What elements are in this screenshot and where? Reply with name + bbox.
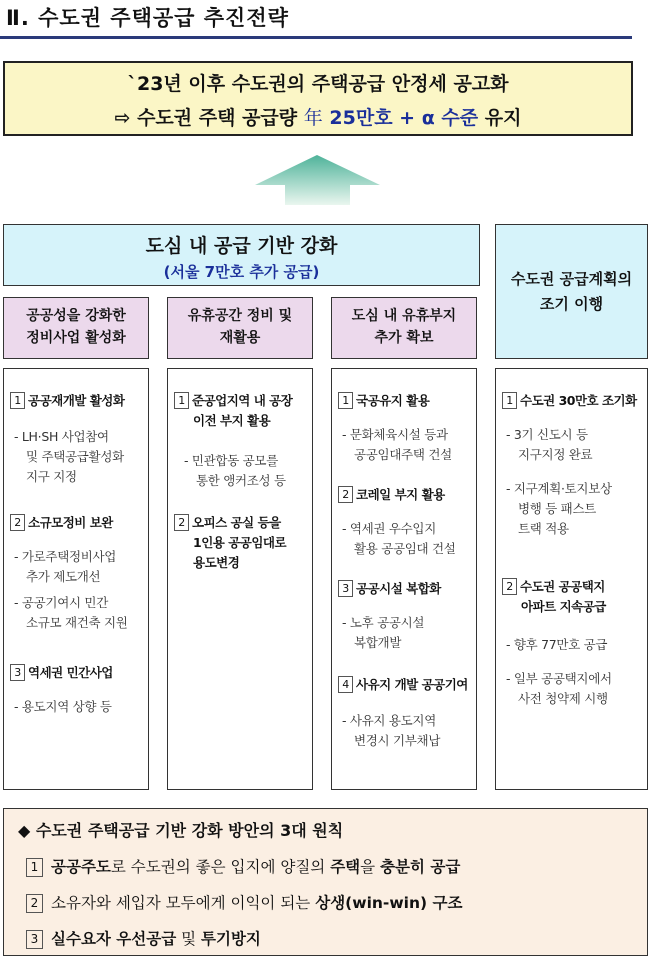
desc-line: - 일부 공공택지에서 [506, 671, 612, 686]
principles-title: ◆ 수도권 주택공급 기반 강화 방안의 3대 원칙 [18, 821, 344, 840]
item-title-text: 국공유지 활용 [356, 393, 430, 408]
item-title [338, 391, 472, 411]
goal-line-2 [5, 103, 631, 130]
item-desc [342, 613, 472, 653]
desc-line: 및 주택공급활성화 [26, 449, 124, 464]
desc-line: - 공공기여시 민간 [14, 595, 108, 610]
goal-line-2-prefix: ⇨ 수도권 주택 공급량 [114, 107, 298, 129]
desc-line: 변경시 기부채납 [354, 733, 441, 748]
desc-line: 추가 제도개선 [26, 569, 101, 584]
main-strategy-title: 도심 내 공급 기반 강화 [145, 235, 338, 257]
desc-line: - 지구계획·토지보상 [506, 481, 612, 496]
item-title-text: 오피스 공실 등을 [192, 515, 281, 530]
item-title-text: 사유지 개발 공공기여 [356, 677, 468, 692]
item-number: 2 [174, 514, 189, 531]
desc-line: 사전 청약제 시행 [518, 691, 608, 706]
principle-number: 1 [26, 858, 43, 877]
item-title [174, 513, 308, 573]
item-title [502, 577, 643, 617]
desc-line: - 문화체육시설 등과 [342, 427, 448, 442]
desc-line: - 향후 77만호 공급 [506, 637, 608, 652]
desc-line: - 노후 공공시설 [342, 615, 425, 630]
item-number: 1 [174, 392, 189, 409]
principle-text: 소유자와 세입자 모두에게 이익이 되는 [51, 894, 316, 912]
desc-line: 지구지정 완료 [518, 447, 593, 462]
column-idle-space [167, 368, 313, 790]
main-strategy-subtitle: (서울 7만호 추가 공급) [163, 263, 320, 281]
item-title [174, 391, 308, 431]
subheader-line: 공공성을 강화한 [26, 308, 126, 325]
page-title: Ⅱ. 수도권 주택공급 추진전략 [6, 6, 289, 30]
item-title-text: 수도권 공공택지 [520, 579, 605, 594]
goal-box [3, 61, 633, 136]
item-title [10, 663, 144, 683]
principles-box [3, 808, 648, 956]
principle-1 [26, 855, 460, 877]
item-desc [14, 547, 144, 633]
item-desc [506, 635, 643, 709]
item-number: 3 [338, 580, 353, 597]
desc-line: 활용 공공임대 건설 [354, 541, 456, 556]
principle-3 [26, 927, 261, 949]
desc-line: - LH·SH 사업참여 [14, 429, 109, 444]
item-desc [342, 425, 472, 465]
item-number: 2 [502, 578, 517, 595]
item-title [338, 485, 472, 505]
desc-line: - 역세권 우수입지 [342, 521, 436, 536]
title-divider [0, 36, 632, 39]
item-title [338, 579, 472, 599]
principle-text: 상생(win-win) 구조 [315, 894, 463, 912]
item-title-text: 수도권 30만호 조기화 [520, 393, 637, 408]
subheader-line: 도심 내 유휴부지 [351, 308, 457, 325]
subheader-redevelopment [3, 297, 149, 359]
item-title-text: 공공시설 복합화 [356, 581, 441, 596]
principle-2 [26, 891, 462, 913]
item-number: 1 [502, 392, 517, 409]
item-number: 4 [338, 676, 353, 693]
goal-value: 25만호 + α 수준 [329, 107, 479, 129]
item-desc [14, 427, 144, 487]
item-title-text: 용도변경 [193, 555, 240, 570]
desc-line: - 가로주택정비사업 [14, 549, 117, 564]
early-implementation-header [495, 224, 648, 359]
item-number: 3 [10, 664, 25, 681]
desc-line: 트랙 적용 [518, 521, 569, 536]
item-number: 2 [10, 514, 25, 531]
item-title [10, 513, 144, 533]
item-number: 1 [10, 392, 25, 409]
desc-line: - 용도지역 상향 등 [14, 699, 112, 714]
desc-line: 통한 앵커조성 등 [196, 473, 286, 488]
item-number: 2 [338, 486, 353, 503]
goal-year: 年 [303, 107, 323, 129]
desc-line: - 민관합동 공모를 [184, 453, 278, 468]
principle-text: 로 수도권의 좋은 입지에 양질의 [110, 858, 331, 876]
item-desc [506, 425, 643, 539]
desc-line: 지구 지정 [26, 469, 77, 484]
subheader-line: 정비사업 활성화 [26, 330, 126, 346]
item-number: 1 [338, 392, 353, 409]
early-implementation-line-1: 수도권 공급계획의 [510, 269, 633, 288]
item-title-text: 소규모정비 보완 [28, 515, 113, 530]
desc-line: 소규모 재건축 지원 [26, 615, 128, 630]
principle-text: 실수요자 우선공급 [51, 930, 177, 948]
principle-text: 을 [360, 858, 381, 876]
item-desc [342, 519, 472, 559]
principle-number: 3 [26, 930, 43, 949]
subheader-line: 재활용 [219, 330, 261, 346]
item-title-text: 이전 부지 활용 [193, 413, 271, 428]
item-title-text: 코레일 부지 활용 [356, 487, 445, 502]
item-desc [342, 711, 472, 751]
principle-text: 주택 [330, 858, 361, 876]
early-implementation-line-2: 조기 이행 [539, 294, 604, 313]
principle-text: 충분히 공급 [380, 858, 461, 876]
item-title-text: 역세권 민간사업 [28, 665, 113, 680]
subheader-idle-space [167, 297, 313, 359]
item-title-text: 아파트 지속공급 [521, 599, 606, 614]
column-redevelopment [3, 368, 149, 790]
principle-text: 및 [176, 930, 202, 948]
subheader-line: 유휴공간 정비 및 [187, 308, 293, 325]
item-title-text: 1인용 공공임대로 [193, 535, 287, 550]
desc-line: 공공임대주택 건설 [354, 447, 452, 462]
main-strategy-header [3, 224, 480, 286]
principle-text: 공공주도 [51, 858, 111, 876]
goal-line-1: `23년 이후 수도권의 주택공급 안정세 공고화 [127, 73, 509, 95]
subheader-idle-land [331, 297, 477, 359]
principle-number: 2 [26, 894, 43, 913]
up-arrow-icon [255, 155, 380, 205]
desc-line: 복합개발 [354, 635, 402, 650]
item-title [338, 675, 472, 695]
column-early-implementation [495, 368, 648, 790]
desc-line: 병행 등 패스트 [518, 501, 596, 516]
item-desc [14, 697, 144, 717]
subheader-line: 추가 확보 [374, 330, 434, 346]
item-title [502, 391, 643, 411]
goal-line-2-suffix: 유지 [484, 107, 522, 129]
column-idle-land [331, 368, 477, 790]
principle-text: 투기방지 [201, 930, 261, 948]
desc-line: - 3기 신도시 등 [506, 427, 588, 442]
desc-line: - 사유지 용도지역 [342, 713, 436, 728]
item-title-text: 준공업지역 내 공장 [192, 393, 293, 408]
item-title [10, 391, 144, 411]
item-desc [184, 451, 308, 491]
item-title-text: 공공재개발 활성화 [28, 393, 125, 408]
